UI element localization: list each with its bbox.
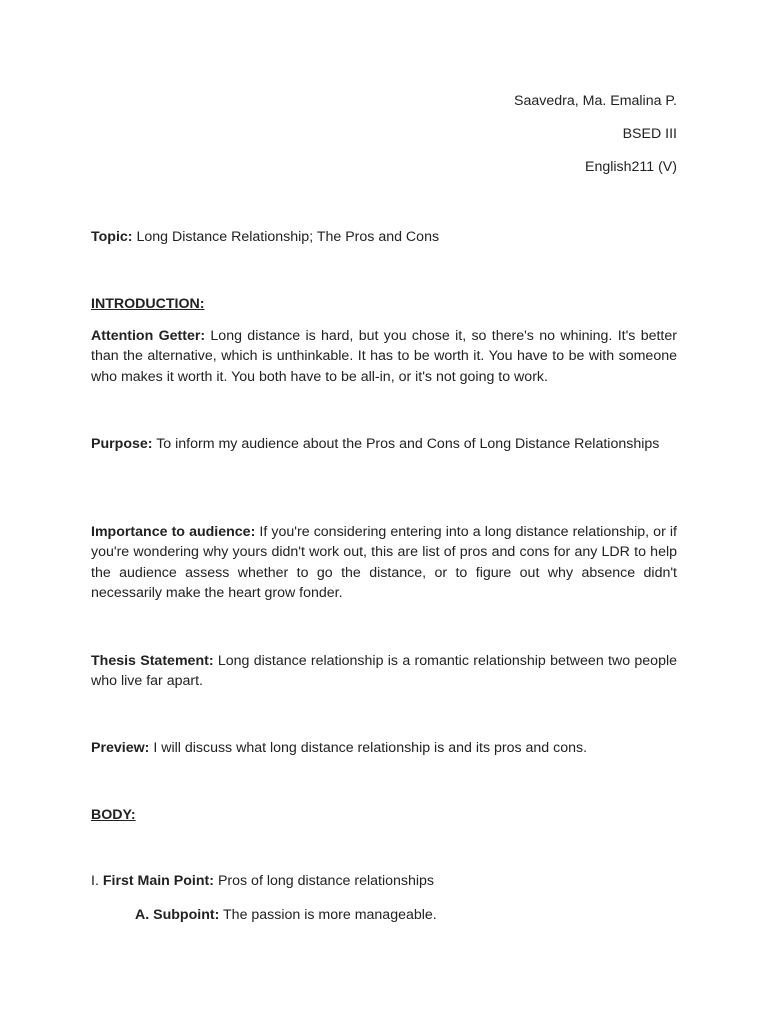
subject-code: English211 (V): [584, 159, 677, 175]
thesis-paragraph: [91, 651, 677, 692]
introduction-heading-text: INTRODUCTION:: [91, 296, 205, 312]
first-main-point: I. First Main Point: Pros of long distance relationships: [91, 873, 435, 889]
subpoint-text: The passion is more manageable.: [223, 907, 437, 923]
importance-label: Importance to audience:: [91, 524, 256, 540]
preview-paragraph: [91, 738, 677, 758]
attention-getter-label: Attention Getter:: [91, 328, 206, 344]
topic-line: [91, 227, 677, 247]
main-point-numeral: I: [91, 873, 95, 889]
thesis-text: Long distance relationship is a romantic relationship between two people who live far apart.: [91, 653, 678, 690]
main-point-label: First Main Point:: [102, 873, 214, 889]
preview-text: I will discuss what long distance relationship is and its pros and cons.: [153, 740, 588, 756]
body-heading-text: BODY:: [91, 807, 136, 823]
purpose-paragraph: [91, 434, 677, 454]
subpoint-label: A. Subpoint:: [135, 907, 220, 923]
purpose-label: Purpose:: [91, 436, 153, 452]
purpose-text: To inform my audience about the Pros and Cons of Long Distance Relationships: [156, 436, 660, 452]
main-point-text: Pros of long distance relationships: [217, 873, 435, 889]
attention-getter-text: Long distance is hard, but you chose it, so there's no whining. It's better than the alternative, which is unthinkable. It has to be worth it. You have to be with someone who makes it worth it. You both have to be all-in, or it's not going to work.: [91, 328, 677, 385]
importance-paragraph: [91, 522, 677, 603]
topic-label: Topic:: [91, 229, 133, 245]
introduction-heading: [91, 294, 677, 314]
preview-label: Preview:: [91, 740, 150, 756]
subpoint-a: [135, 905, 675, 925]
importance-text: If you're considering entering into a long distance relationship, or if you're wondering why yours didn't work out, this are list of pros and cons for any LDR to help the audience assess whether to go the distance, or to figure out why absence didn't necessarily make the heart grow fonder.: [91, 524, 677, 601]
author-name: Saavedra, Ma. Emalina P.: [514, 93, 677, 109]
thesis-label: Thesis Statement:: [91, 653, 214, 669]
topic-text: Long Distance Relationship; The Pros and Cons: [136, 229, 440, 245]
course-year: BSED III: [622, 126, 677, 142]
attention-getter-paragraph: [91, 326, 677, 387]
body-heading: [91, 805, 677, 825]
